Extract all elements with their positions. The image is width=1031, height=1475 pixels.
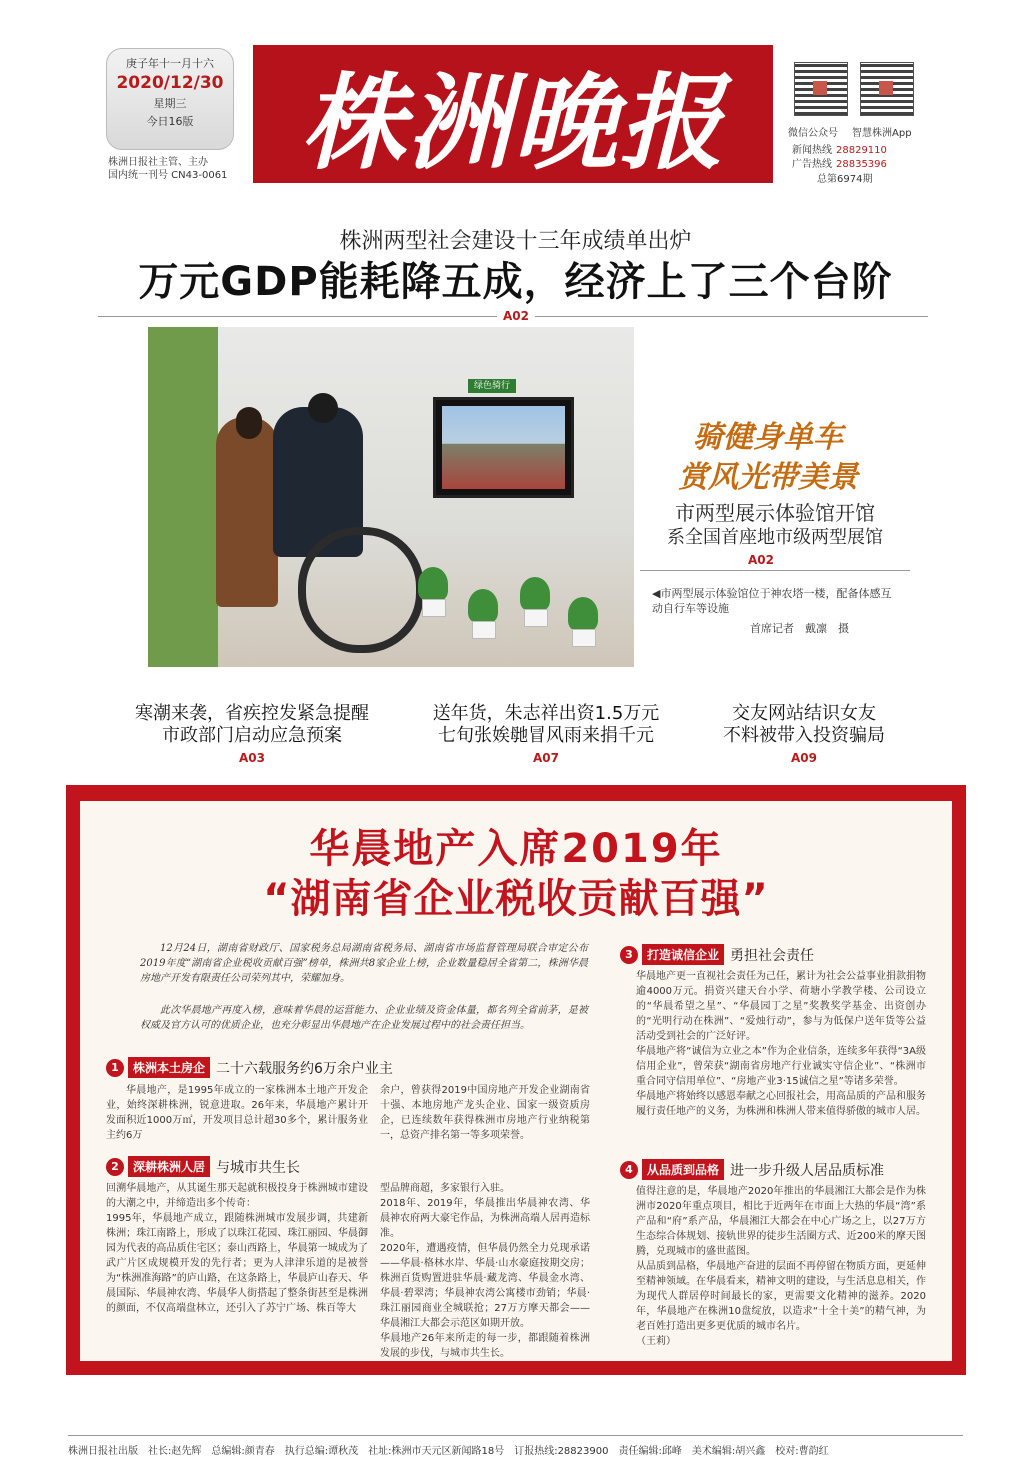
section-title: 二十六载服务约6万余户业主: [216, 1060, 393, 1077]
section-4-text: 值得注意的是，华晨地产2020年推出的华晨湘江大都会是作为株洲市2020年重点项目，相比于近两年在市面上大热的华晨“湾”系产品和“府”系产品，华晨湘江大都会在中心广场之上，以27万方生态综合体规划、接轨世界的徒步生活圈方式、近200米的摩天图腾，兑现城市的盛世蓝图。 从品质到品格，华晨地产奋进的层面不再停留在物质方面，更延伸至精神领域。在华晨看来，精神文明的建设，与生活息息相关，作为现代人群居停时间最长的家，更需要文化精神的滋养。2020年，华晨地产在株洲10盘绽放，以造求“十全十美”的精气神，为老百姓打造出更多更优质的城市名片。 （王莉）: [636, 1186, 926, 1347]
tv-screen: [433, 397, 574, 498]
pot-icon: [524, 609, 548, 627]
app-qr-icon[interactable]: [860, 62, 914, 116]
section-3-heading: [620, 944, 814, 965]
pot-icon: [572, 629, 596, 647]
footer-credits: 株洲日报社出版 社长:赵先辉 总编辑:颜青春 执行总编:谭秋茂 社址:株洲市天元区新闻路18号 订报热线:28823900 责任编辑:邱峰 美术编辑:胡兴鑫 校对:曹韵红: [68, 1435, 963, 1457]
photo-caption: ◀市两型展示体验馆位于神农塔一楼，配备体感互动自行车等设施: [652, 587, 892, 615]
feature-photo: [148, 327, 634, 667]
plant-icon: [418, 567, 448, 601]
ad-hotline: [792, 155, 887, 170]
teaser-line2: 七旬张娭毑冒风雨来捐千元: [438, 725, 654, 746]
cycling-sign: 绿色骑行: [468, 379, 516, 393]
publisher-info: [108, 156, 227, 182]
lead-page-ref[interactable]: A02: [497, 309, 535, 323]
section-number: 3: [620, 946, 638, 964]
wechat-qr-label: 微信公众号: [788, 128, 838, 139]
news-hotline-label: 新闻热线: [792, 145, 832, 156]
feature-page-ref[interactable]: A02: [748, 553, 774, 567]
lead-headline[interactable]: 万元GDP能耗降五成，经济上了三个台阶: [138, 259, 893, 305]
teaser-page-ref: A03: [239, 751, 265, 765]
woman-head: [236, 407, 262, 439]
section-number: 4: [620, 1161, 638, 1179]
pot-icon: [472, 621, 496, 639]
ad-panel: [80, 801, 952, 1361]
lunar-date: 庚子年十一月十六: [126, 57, 214, 70]
masthead: [253, 45, 773, 183]
masthead-title: 株洲晚报: [300, 61, 725, 184]
edition-count: 今日16版: [146, 115, 194, 128]
feature-title[interactable]: [668, 418, 868, 498]
section-3-text: 华晨地产更一直视社会责任为己任，累计为社会公益事业捐款捐物逾4000万元。捐资兴建天台小学、荷塘小学教学楼、公司设立的“华晨希望之星”、“华晨园丁之星”奖教奖学基金、出资创办的“光明行动在株洲”、“爱烛行动”，参与为低保户送年货等公益活动受到社会的广泛好评。 华晨地产将“诚信为立业之本”作为企业信条，连续多年获得“3A级信用企业”，曾荣获“湖南省房地产行业诚实守信企业”、“株洲市重合同守信用单位”、“房地产业3·15诚信之星”等诸多荣誉。 华晨地产将始终以感恩奉献之心回报社会，用高品质的产品和服务履行责任地产的义务，为株洲和株洲人带来值得骄傲的城市人居。: [636, 971, 926, 1117]
issue-number: 总第6974期: [817, 174, 873, 185]
green-wall: [148, 327, 218, 667]
wechat-qr-icon[interactable]: [794, 62, 848, 116]
news-hotline-number: 28829110: [836, 145, 887, 156]
section-tag: 株洲本土房企: [128, 1057, 210, 1078]
section-1-heading: [106, 1057, 393, 1078]
lead-kicker: 株洲两型社会建设十三年成绩单出炉: [339, 229, 692, 254]
teaser-page-ref: A07: [533, 751, 559, 765]
section-2-heading: [106, 1156, 300, 1177]
section-number: 2: [106, 1158, 124, 1176]
ad-hotline-label: 广告热线: [792, 159, 832, 170]
section-title: 勇担社会责任: [730, 947, 815, 964]
section-title: 进一步升级人居品质标准: [730, 1162, 885, 1179]
ad-intro2: 此次华晨地产再度入榜，意味着华晨的运营能力、企业业绩及资金体量，都名列全省前茅，是被权威及官方认可的优质企业，也充分彰显出华晨地产在企业发展过程中的社会责任担当。: [140, 1005, 588, 1031]
teaser-1[interactable]: [122, 703, 382, 769]
section-4-heading: [620, 1159, 884, 1180]
teaser-2[interactable]: [416, 703, 676, 769]
section-tag: 打造诚信企业: [642, 944, 724, 965]
teaser-page-ref: A09: [791, 751, 817, 765]
ad-title-line2: “湖南省企业税收贡献百强”: [263, 876, 769, 922]
teaser-line2: 市政部门启动应急预案: [162, 725, 342, 746]
teaser-line1: 寒潮来袭，省疾控发紧急提醒: [135, 703, 369, 724]
section-title: 与城市共生长: [216, 1159, 301, 1176]
ad-title-line1: 华晨地产入席2019年: [309, 826, 723, 872]
plant-icon: [520, 577, 550, 611]
news-hotline: [792, 141, 887, 156]
teaser-line1: 交友网站结识女友: [732, 703, 876, 724]
date-tag: [106, 48, 234, 150]
section-1-col2: 余户，曾获得2019中国房地产开发企业湖南省十强、本地房地产龙头企业、国家一级资质房企，已连续数年获得株洲市房地产行业纳税第一，总资产排名第一等多项荣誉。: [380, 1085, 590, 1141]
section-2-col1: 回溯华晨地产，从其诞生那天起就积极投身于株洲城市建设的大潮之中，并缔造出多个传奇： 1995年，华晨地产成立，跟随株洲城市发展步调，共建新株洲；珠江南路上，形成了以珠江花园、珠江丽园、华晨御园为代表的高品质住宅区；泰山西路上，华晨第一城成为了武广片区成规模开发的先行者；更为人津津乐道的是被誉为“株洲准海路”的庐山路，在这条路上，华晨庐山春天、华晨国际、华晨神农湾、华晨华人街搭起了整条街甚至是株洲的颜面，不仅高端盘林立，还引入了苏宁广场、株百等大: [106, 1183, 368, 1314]
tv-scenery: [442, 406, 565, 489]
pot-icon: [422, 599, 446, 617]
section-number: 1: [106, 1059, 124, 1077]
ad-hotline-number: 28835396: [836, 159, 887, 170]
section-tag: 从品质到品格: [642, 1159, 724, 1180]
weekday: 星期三: [153, 97, 187, 110]
feature-divider: [640, 570, 910, 571]
teaser-3[interactable]: [674, 703, 934, 769]
man-head: [308, 393, 338, 423]
plant-icon: [468, 589, 498, 623]
teaser-line2: 不料被带入投资骗局: [723, 725, 885, 746]
feature-title-line2: 赏风光带美景: [678, 460, 858, 495]
feature-subtitle2: 系全国首座地市级两型展馆: [667, 527, 883, 548]
section-2-col2: 型品牌商超，多家银行入驻。 2018年、2019年，华晨推出华晨神农湾、华晨神农府两大豪宅作品，为株洲高端人居再造标准。 2020年，遭遇疫情，但华晨仍然全力兑现承诺——华晨·格林水岸、华晨·山水豪庭按期交房；株洲百货购置进驻华晨·藏龙湾、华晨金水湾、华晨·碧翠湾；华晨神农湾公寓楼市劲销；华晨·珠江丽园商业全城联抢；27万方摩天都会——华晨湘江大都会示范区如期开放。 华晨地产26年来所走的每一步，都跟随着株洲发展的步伐，与城市共生长。: [380, 1183, 590, 1359]
exercise-bike: [298, 527, 424, 653]
section-tag: 深耕株洲人居: [128, 1156, 210, 1177]
feature-title-line1: 骑健身单车: [693, 420, 843, 455]
publisher-line2: 国内统一刊号 CN43-0061: [108, 170, 228, 181]
ad-intro: 12月24日，湖南省财政厅、国家税务总局湖南省税务局、湖南省市场监督管理局联合审定公布2019年度“湖南省企业税收贡献百强”榜单，株洲共8家企业上榜，企业数量稳居全省第二，株洲华晨房地产开发有限责任公司荣列其中，荣耀加身。: [140, 943, 588, 984]
advertisement: [66, 785, 966, 1375]
app-qr-label: 智慧株洲App: [852, 128, 912, 139]
section-1-col1: 华晨地产，是1995年成立的一家株洲本土地产开发企业，始终深耕株洲，锐意进取。26年来，华晨地产累计开发面积近1000万㎡，开发项目总计超30多个，累计服务业主约6万: [106, 1085, 368, 1141]
feature-subtitle1: 市两型展示体验馆开馆: [675, 501, 875, 525]
gregorian-date: 2020/12/30: [116, 73, 224, 93]
woman-figure: [216, 417, 278, 607]
publisher-line1: 株洲日报社主管、主办: [108, 157, 208, 168]
plant-icon: [568, 597, 598, 631]
teaser-line1: 送年货，朱志祥出资1.5万元: [432, 703, 660, 724]
photo-credit: 首席记者 戴凛 摄: [750, 622, 849, 635]
